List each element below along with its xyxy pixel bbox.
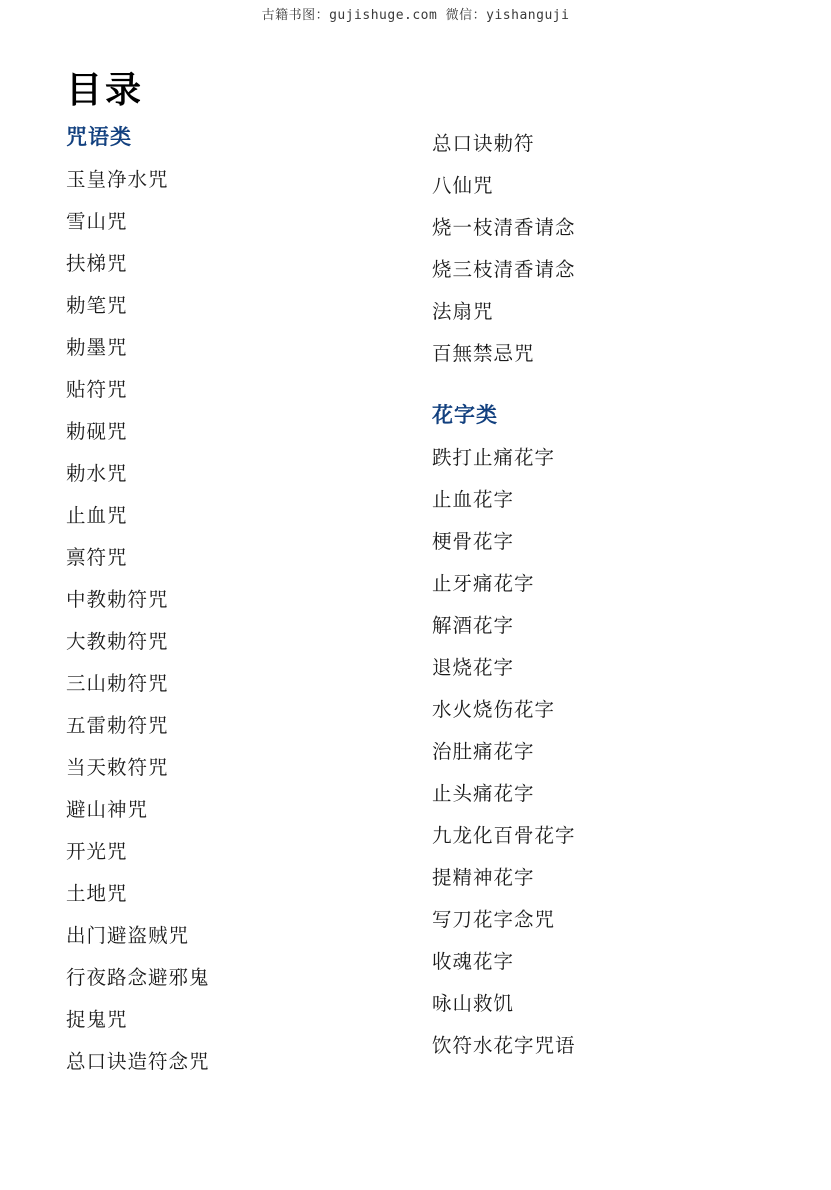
list-item[interactable]: 烧一枝清香请念 — [432, 218, 576, 239]
toc-list-zhouyulei — [66, 160, 396, 1084]
list-item[interactable]: 八仙咒 — [432, 176, 494, 197]
list-item[interactable]: 禀符咒 — [66, 548, 128, 569]
section-heading-zhouyulei: 咒语类 — [66, 124, 132, 149]
list-item[interactable]: 开光咒 — [66, 842, 128, 863]
list-item[interactable]: 勅墨咒 — [66, 338, 128, 359]
list-item[interactable]: 总口诀造符念咒 — [66, 1052, 210, 1073]
list-item[interactable]: 避山神咒 — [66, 800, 149, 821]
section-spacer — [432, 376, 772, 398]
list-item[interactable]: 烧三枝清香请念 — [432, 260, 576, 281]
list-item[interactable]: 大教勅符咒 — [66, 632, 169, 653]
list-item[interactable]: 跌打止痛花字 — [432, 448, 556, 469]
watermark-text: 古籍书图：gujishuge.com 微信：yishanguji — [261, 8, 570, 23]
toc-list-zhouyulei-continued — [432, 124, 772, 376]
list-item[interactable]: 止血咒 — [66, 506, 128, 527]
list-item[interactable]: 中教勅符咒 — [66, 590, 169, 611]
toc-column-left — [66, 120, 396, 1084]
list-item[interactable]: 法扇咒 — [432, 302, 494, 323]
list-item[interactable]: 三山勅符咒 — [66, 674, 169, 695]
list-item[interactable]: 治肚痛花字 — [432, 742, 535, 763]
list-item[interactable]: 提精神花字 — [432, 868, 535, 889]
list-item[interactable]: 扶梯咒 — [66, 254, 128, 275]
list-item[interactable]: 勅水咒 — [66, 464, 128, 485]
list-item[interactable]: 止血花字 — [432, 490, 515, 511]
list-item[interactable]: 贴符咒 — [66, 380, 128, 401]
list-item[interactable]: 止头痛花字 — [432, 784, 535, 805]
list-item[interactable]: 捉鬼咒 — [66, 1010, 128, 1031]
list-item[interactable]: 勅笔咒 — [66, 296, 128, 317]
section-heading-huazilei: 花字类 — [432, 402, 498, 427]
page-title: 目录 — [66, 69, 145, 111]
list-item[interactable]: 勅砚咒 — [66, 422, 128, 443]
list-item[interactable]: 雪山咒 — [66, 212, 128, 233]
list-item[interactable]: 咏山救饥 — [432, 994, 515, 1015]
toc-list-huazilei — [432, 438, 772, 1068]
list-item[interactable]: 饮符水花字咒语 — [432, 1036, 576, 1057]
list-item[interactable]: 当天敕符咒 — [66, 758, 169, 779]
list-item[interactable]: 收魂花字 — [432, 952, 515, 973]
list-item[interactable]: 出门避盗贼咒 — [66, 926, 190, 947]
list-item[interactable]: 九龙化百骨花字 — [432, 826, 576, 847]
list-item[interactable]: 五雷勅符咒 — [66, 716, 169, 737]
list-item[interactable]: 百無禁忌咒 — [432, 344, 535, 365]
list-item[interactable]: 止牙痛花字 — [432, 574, 535, 595]
list-item[interactable]: 总口诀勅符 — [432, 134, 535, 155]
list-item[interactable]: 土地咒 — [66, 884, 128, 905]
list-item[interactable]: 水火烧伤花字 — [432, 700, 556, 721]
list-item[interactable]: 解酒花字 — [432, 616, 515, 637]
toc-column-right — [432, 120, 772, 1068]
list-item[interactable]: 玉皇净水咒 — [66, 170, 169, 191]
list-item[interactable]: 行夜路念避邪鬼 — [66, 968, 210, 989]
list-item[interactable]: 写刀花字念咒 — [432, 910, 556, 931]
list-item[interactable]: 退烧花字 — [432, 658, 515, 679]
list-item[interactable]: 梗骨花字 — [432, 532, 515, 553]
